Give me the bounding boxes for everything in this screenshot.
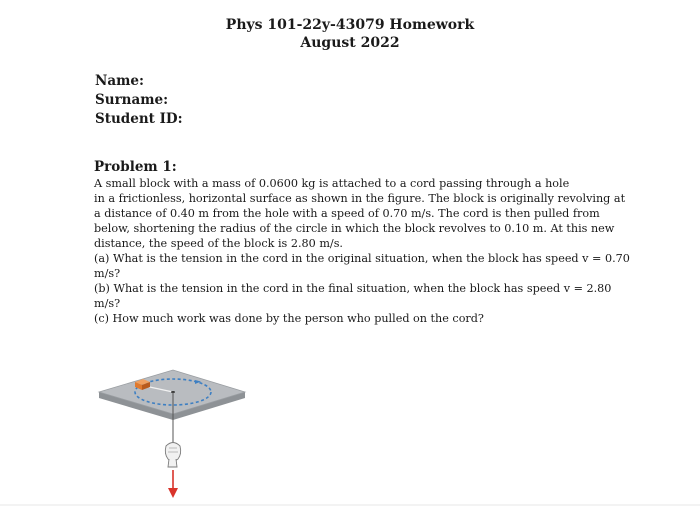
problem-text-line: A small block with a mass of 0.0600 kg is attached to a cord passing through a hole — [94, 177, 570, 190]
problem-text-line: in a frictionless, horizontal surface as shown in the figure. The block is originally revolving at — [94, 192, 626, 205]
document-date: August 2022 — [300, 35, 400, 51]
question-b-continued: m/s? — [94, 297, 121, 310]
problem-text-line: below, shortening the radius of the circle in which the block revolves to 0.10 m. At this new — [94, 222, 615, 235]
surname-field-label: Surname: — [95, 92, 169, 108]
question-b: (b) What is the tension in the cord in the final situation, when the block has speed v = 2.80 — [94, 282, 612, 295]
document-title: Phys 101-22y-43079 Homework — [225, 17, 475, 33]
problem-1 — [94, 158, 630, 326]
question-a-continued: m/s? — [94, 267, 121, 280]
problem-text-line: a distance of 0.40 m from the hole with a speed of 0.70 m/s. The cord is then pulled from — [94, 207, 600, 220]
student-info-fields — [95, 72, 183, 129]
question-c: (c) How much work was done by the person who pulled on the cord? — [94, 312, 484, 325]
rotating-block-figure — [95, 362, 255, 502]
pull-arrow-head — [168, 488, 178, 498]
student-id-field-label: Student ID: — [95, 111, 183, 127]
figure-illustration — [95, 362, 255, 502]
name-field-label: Name: — [95, 73, 144, 89]
problem-text-line: distance, the speed of the block is 2.80 m/s. — [94, 237, 343, 250]
question-a: (a) What is the tension in the cord in the original situation, when the block has speed v = 0.70 — [94, 252, 630, 265]
document-header — [0, 16, 700, 52]
problem-title: Problem 1: — [94, 159, 177, 175]
hand — [165, 443, 180, 468]
